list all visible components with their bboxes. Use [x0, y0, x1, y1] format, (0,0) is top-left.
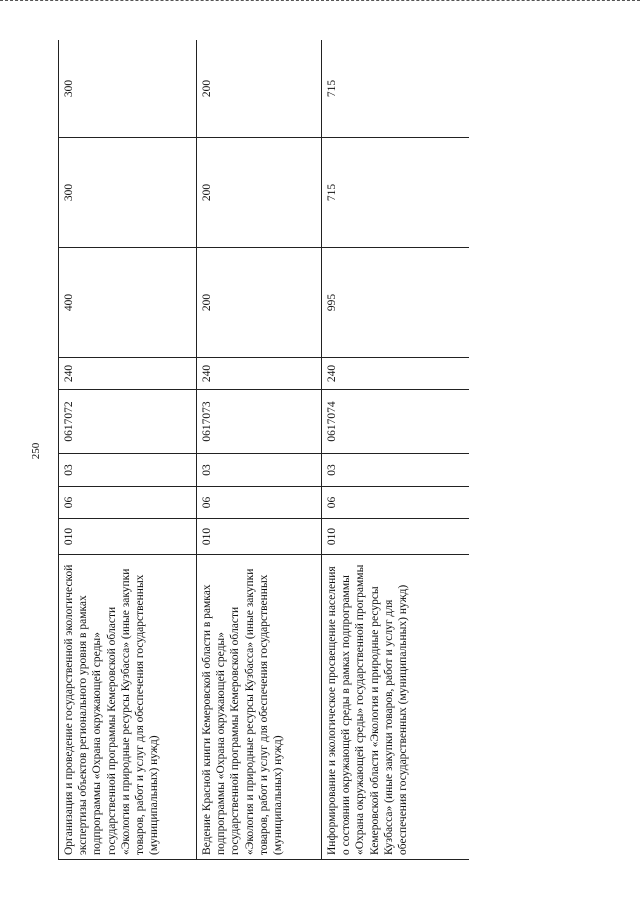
top-dashed-rule: [0, 0, 640, 1]
amount-year-3: 200: [197, 40, 322, 138]
amount-year-2: 300: [59, 138, 197, 248]
amount-year-1: 400: [59, 248, 197, 358]
expense-type-code: 240: [322, 358, 470, 390]
grbs-code: 010: [197, 519, 322, 555]
grbs-code: 010: [322, 519, 470, 555]
section-code: 06: [197, 487, 322, 519]
amount-year-2: 715: [322, 138, 470, 248]
row-description: Организация и проведение государственной экологической экспертизы объектов регионального уровня в рамках подпрограммы «Охрана окружающей среды» государственной программы Кемеровской области «Экология и природные ресурсы Кузбасса» (иные закупки товаров, работ и услуг для обеспечения государственных (муниципальных) нужд): [59, 555, 197, 860]
table-row: [322, 40, 470, 860]
row-description: Ведение Красной книги Кемеровской области в рамках подпрограммы «Охрана окружающей среды» государственной программы Кемеровской области «Экология и природные ресурсы Кузбасса» (иные закупки товаров, работ и услуг для обеспечения государственных (муниципальных) нужд): [197, 555, 322, 860]
subsection-code: 03: [197, 454, 322, 487]
table-row: [59, 40, 197, 860]
page-number: 250: [30, 442, 42, 460]
rotated-table: [58, 40, 469, 860]
amount-year-1: 995: [322, 248, 470, 358]
amount-year-3: 300: [59, 40, 197, 138]
target-item-code: 0617072: [59, 390, 197, 454]
target-item-code: 0617073: [197, 390, 322, 454]
target-item-code: 0617074: [322, 390, 470, 454]
subsection-code: 03: [59, 454, 197, 487]
amount-year-2: 200: [197, 138, 322, 248]
amount-year-1: 200: [197, 248, 322, 358]
expense-type-code: 240: [59, 358, 197, 390]
section-code: 06: [322, 487, 470, 519]
expense-type-code: 240: [197, 358, 322, 390]
budget-table: [58, 40, 469, 860]
grbs-code: 010: [59, 519, 197, 555]
amount-year-3: 715: [322, 40, 470, 138]
row-description: Информирование и экологическое просвещение населения о состоянии окружающей среды в рамках подпрограммы «Охрана окружающей среды» государственной программы Кемеровской области «Экология и природные ресурсы Кузбасса» (иные закупки товаров, работ и услуг для обеспечения государственных (муниципальных) нужд): [322, 555, 470, 860]
table-row: [197, 40, 322, 860]
rotated-table-frame: [58, 40, 469, 860]
section-code: 06: [59, 487, 197, 519]
subsection-code: 03: [322, 454, 470, 487]
